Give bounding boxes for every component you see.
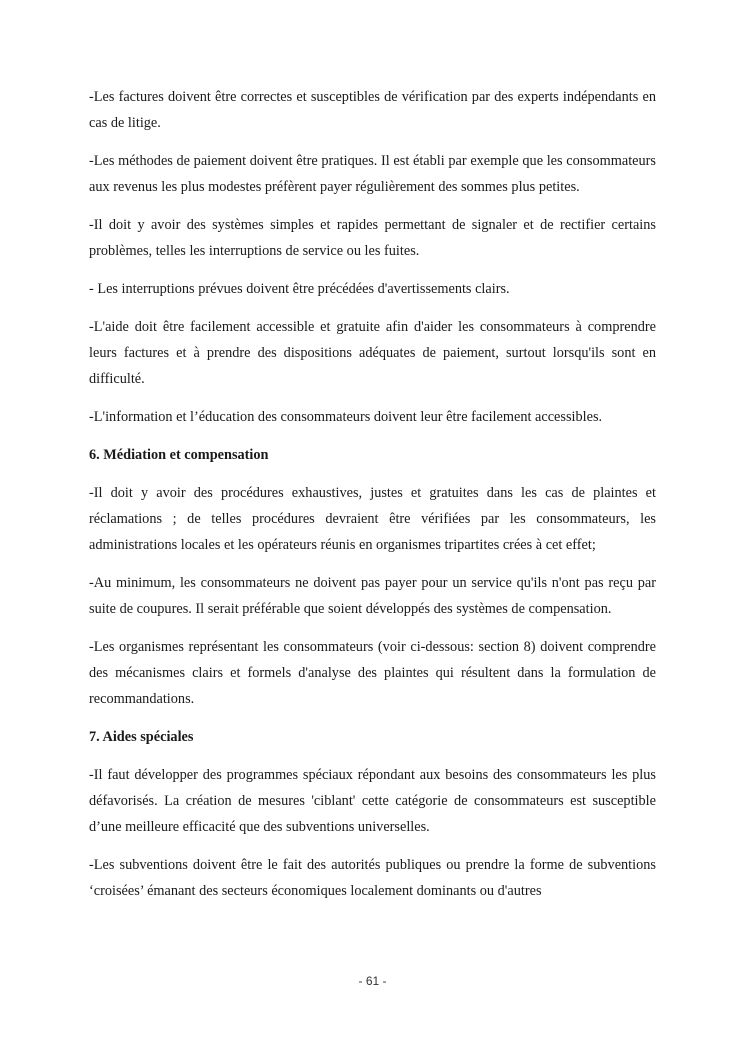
- page-body: [89, 84, 656, 916]
- section-heading-mediation: 6. Médiation et compensation: [89, 447, 269, 463]
- paragraph-invoices: -Les factures doivent être correctes et susceptibles de vérification par des experts indépendants en cas de litige.: [89, 89, 656, 131]
- paragraph-organisations: -Les organismes représentant les consommateurs (voir ci-dessous: section 8) doivent comprendre des mécanismes clairs et formels d'analyse des plaintes qui résultent dans la formulation de recommandations.: [89, 639, 656, 707]
- paragraph-subsidies: -Les subventions doivent être le fait des autorités publiques ou prendre la forme de subventions ‘croisées’ émanant des secteurs économiques localement dominants ou d'autres: [89, 857, 656, 899]
- section-heading-special-aid: 7. Aides spéciales: [89, 729, 194, 745]
- paragraph-assistance: -L'aide doit être facilement accessible et gratuite afin d'aider les consommateurs à comprendre leurs factures et à prendre des dispositions adéquates de paiement, surtout lorsqu'ils sont en difficulté.: [89, 319, 656, 387]
- paragraph-planned-interruptions: - Les interruptions prévues doivent être précédées d'avertissements clairs.: [89, 281, 510, 297]
- page-number: - 61 -: [358, 974, 387, 988]
- paragraph-procedures: -Il doit y avoir des procédures exhaustives, justes et gratuites dans les cas de plaintes et réclamations ; de telles procédures devraient être vérifiées par les consommateurs, les administrations locales et les opérateurs réunis en organismes tripartites crées à cet effet;: [89, 485, 656, 553]
- paragraph-information: -L'information et l’éducation des consommateurs doivent leur être facilement accessibles.: [89, 409, 603, 425]
- paragraph-payment-methods: -Les méthodes de paiement doivent être pratiques. Il est établi par exemple que les consommateurs aux revenus les plus modestes préfèrent payer régulièrement des sommes plus petites.: [89, 153, 656, 195]
- paragraph-reporting-systems: -Il doit y avoir des systèmes simples et rapides permettant de signaler et de rectifier certains problèmes, telles les interruptions de service ou les fuites.: [89, 217, 656, 259]
- paragraph-minimum: -Au minimum, les consommateurs ne doivent pas payer pour un service qu'ils n'ont pas reçu par suite de coupures. Il serait préférable que soient développés des systèmes de compensation.: [89, 575, 656, 617]
- paragraph-special-programs: -Il faut développer des programmes spéciaux répondant aux besoins des consommateurs les plus défavorisés. La création de mesures 'ciblant' cette catégorie de consommateurs est susceptible d’une meilleure efficacité que des subventions universelles.: [89, 767, 656, 835]
